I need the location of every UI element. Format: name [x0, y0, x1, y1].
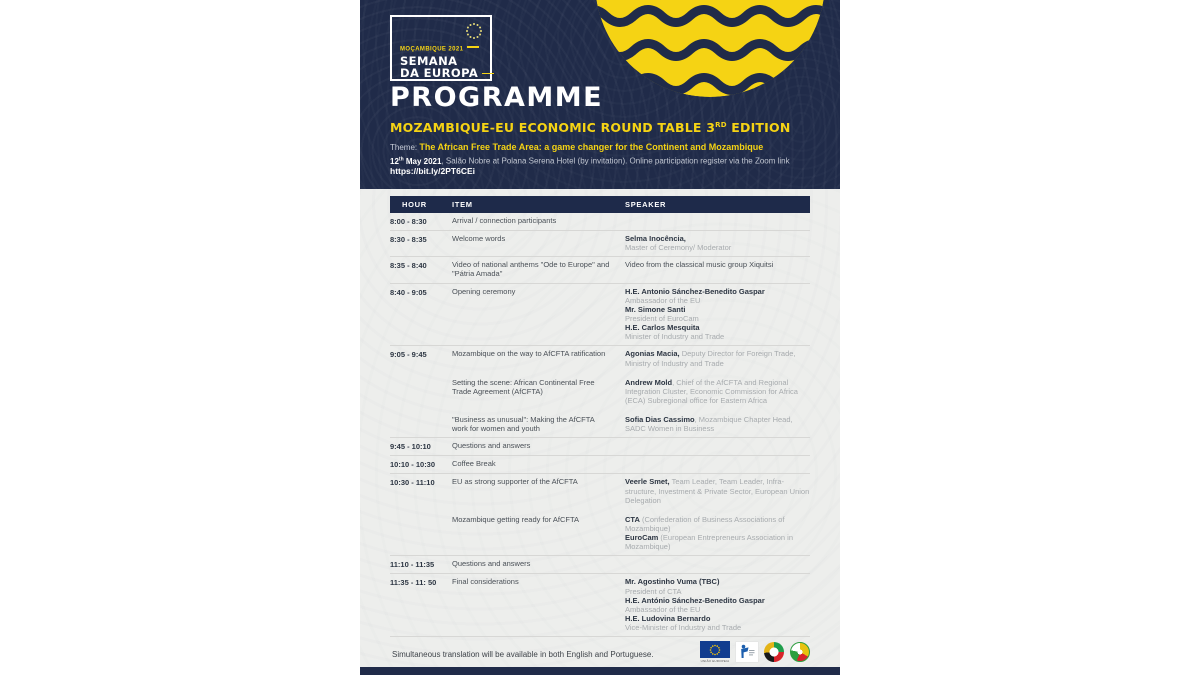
speaker-role: Master of Ceremony/ Moderator: [625, 243, 732, 253]
eu-flag-icon: [700, 641, 730, 658]
row-hour: 11:35 - 11: 50: [390, 578, 437, 588]
speaker-cell: [625, 459, 810, 468]
speaker-role: Minister of Industry and Trade: [625, 332, 725, 342]
eu-stars-icon: [464, 21, 484, 41]
row-hour: 10:30 - 11:10: [390, 478, 435, 488]
speaker-name: Mr. Simone Santi: [625, 304, 686, 314]
speaker-name: Mr. Agostinho Vuma (TBC): [625, 577, 720, 587]
table-header: [390, 196, 810, 213]
schedule-entry: [452, 415, 810, 433]
speaker-line: Agonias Macia, Deputy Director for Foreign Trade, Ministry of Industry and Trade: [625, 349, 796, 368]
sun-waves-graphic: [590, 0, 830, 100]
speaker-name: H.E. António Sánchez-Benedito Gaspar: [625, 595, 765, 605]
item-text: Opening ceremony: [452, 286, 516, 296]
row-hour: 8:30 - 8:35: [390, 235, 427, 244]
speaker-cell: [625, 216, 810, 225]
row-hour: 10:10 - 10:30: [390, 460, 436, 470]
speaker-cell: [625, 559, 810, 568]
accent-dash: [467, 46, 479, 48]
row-entries: [452, 559, 810, 569]
speaker-role: Ambassador of the EU: [625, 604, 701, 614]
speaker-role: President of CTA: [625, 586, 682, 596]
speaker-cell: [625, 441, 810, 450]
speaker-cell: [625, 234, 810, 252]
speaker-line: Veerle Smet, Team Leader, Team Leader, Infra-structure, Investment & Private Sector, European Union Delegation: [625, 477, 810, 505]
table-row: [390, 213, 810, 230]
speaker-cell: [625, 415, 810, 433]
theme-line: [390, 142, 763, 152]
eu-flag-logo: [700, 641, 730, 663]
page-title: PROGRAMME: [390, 82, 604, 113]
item-text: Final considerations: [452, 577, 519, 587]
speaker-cell: [625, 577, 810, 632]
row-entries: [452, 260, 810, 278]
table-row: [390, 455, 810, 473]
table-row: [390, 256, 810, 282]
row-entries: [452, 234, 810, 252]
row-entries: [452, 287, 810, 342]
row-hour: 8:40 - 9:05: [390, 287, 427, 297]
item-text: EU as strong supporter of the AfCFTA: [452, 477, 578, 487]
schedule-table-body: [390, 213, 810, 637]
column-header-speaker: SPEAKER: [625, 200, 667, 209]
speaker-name: H.E. Antonio Sánchez-Benedito Gaspar: [625, 286, 765, 296]
item-text: Arrival / connection participants: [452, 216, 557, 225]
speaker-cell: [625, 260, 810, 278]
poster-header: [360, 0, 840, 189]
item-text: Video of national anthems "Ode to Europe" and "Pátria Amada": [452, 260, 610, 279]
bottom-strip: [360, 667, 840, 675]
semana-da-europa-logo: [390, 15, 492, 81]
row-entries: [452, 441, 810, 451]
table-row: [390, 437, 810, 455]
speaker-line: CTA (Confederation of Business Associations of Mozambique): [625, 514, 785, 533]
table-row: [390, 555, 810, 573]
speaker-role: Vice-Minister of Industry and Trade: [625, 623, 742, 633]
row-entries: [452, 216, 810, 226]
row-entries: [452, 349, 810, 433]
speaker-name: H.E. Carlos Mesquita: [625, 323, 700, 333]
schedule-entry: [452, 234, 810, 252]
event-subtitle: MOZAMBIQUE-EU ECONOMIC ROUND TABLE 3RD EDITION: [390, 120, 791, 135]
item-text: Setting the scene: African Continental Free Trade Agreement (AfCFTA): [452, 377, 595, 396]
item-text: "Business as unusual": Making the AfCFTA work for women and youth: [452, 415, 595, 434]
theme-text: The African Free Trade Area: a game changer for the Continent and Mozambique: [419, 142, 764, 152]
speaker-line: Sofia Dias Cassimo, Mozambique Chapter Head, SADC Women in Business: [625, 415, 793, 434]
table-row: [390, 345, 810, 437]
speaker-cell: [625, 287, 810, 342]
table-row: [390, 230, 810, 256]
speaker-cell: [625, 515, 810, 552]
row-hour: 9:05 - 9:45: [390, 350, 427, 360]
speaker-line: EuroCam (European Entrepreneurs Association in Mozambique): [625, 533, 794, 552]
speaker-line: Andrew Mold, Chief of the AfCFTA and Regional Integration Cluster, Economic Commission for Africa (ECA) Subregional office for Eastern Africa: [625, 377, 798, 405]
row-entries: [452, 577, 810, 632]
row-entries: [452, 477, 810, 551]
speaker-name: Selma Inocência,: [625, 234, 686, 243]
speaker-role: President of EuroCam: [625, 313, 699, 323]
item-text: Mozambique on the way to AfCFTA ratification: [452, 349, 606, 359]
column-header-hour: HOUR: [402, 200, 427, 209]
speaker-role: Ambassador of the EU: [625, 295, 701, 305]
item-text: Mozambique getting ready for AfCFTA: [452, 514, 580, 524]
schedule-entry: [452, 216, 810, 225]
speaker-name: H.E. Ludovina Bernardo: [625, 613, 711, 623]
partner-figure-logo: [736, 642, 758, 662]
partner-logos: [700, 639, 810, 665]
date-venue-line: 12th May 2021, Salão Nobre at Polana Serena Hotel (by invitation). Online participation register via the Zoom link: [390, 156, 790, 166]
theme-label: Theme:: [390, 143, 420, 152]
item-text: Welcome words: [452, 234, 506, 243]
schedule-entry: [452, 577, 810, 632]
schedule-entry: [452, 287, 810, 342]
speaker-cell: [625, 378, 810, 405]
row-hour: 8:35 - 8:40: [390, 261, 427, 271]
schedule-entry: [452, 378, 810, 405]
africa-roundel-logo: [790, 642, 810, 662]
table-row: [390, 573, 810, 637]
eu-flag-caption: UNIÃO EUROPEIA: [700, 659, 730, 663]
speaker-cell: [625, 477, 810, 504]
table-row: [390, 473, 810, 555]
zoom-registration-link[interactable]: https://bit.ly/2PT6CEi: [390, 166, 476, 176]
schedule-entry: [452, 515, 810, 552]
row-entries: [452, 459, 810, 469]
row-hour: 9:45 - 10:10: [390, 442, 431, 452]
mozambique-roundel-logo: [764, 642, 784, 662]
programme-poster: [360, 0, 840, 675]
schedule-entry: [452, 349, 810, 367]
schedule-entry: [452, 559, 810, 568]
logo-event-line: MOÇAMBIQUE 2021: [400, 46, 479, 53]
item-text: Coffee Break: [452, 459, 496, 469]
logo-title-line1: SEMANA: [400, 54, 458, 68]
schedule-entry: [452, 260, 810, 278]
row-hour: 8:00 - 8:30: [390, 217, 427, 226]
schedule-entry: [452, 477, 810, 504]
speaker-cell: [625, 349, 810, 367]
speaker-plain-text: Video from the classical music group Xiquitsi: [625, 260, 774, 270]
logo-title-line2: DA EUROPA: [400, 66, 494, 80]
item-text: Questions and answers: [452, 559, 531, 569]
accent-dash: [482, 73, 494, 75]
table-row: [390, 283, 810, 346]
item-text: Questions and answers: [452, 441, 531, 451]
schedule-entry: [452, 459, 810, 468]
column-header-item: ITEM: [452, 200, 473, 209]
translation-note: Simultaneous translation will be available in both English and Portuguese.: [392, 650, 654, 659]
schedule-entry: [452, 441, 810, 450]
row-hour: 11:10 - 11:35: [390, 560, 435, 570]
